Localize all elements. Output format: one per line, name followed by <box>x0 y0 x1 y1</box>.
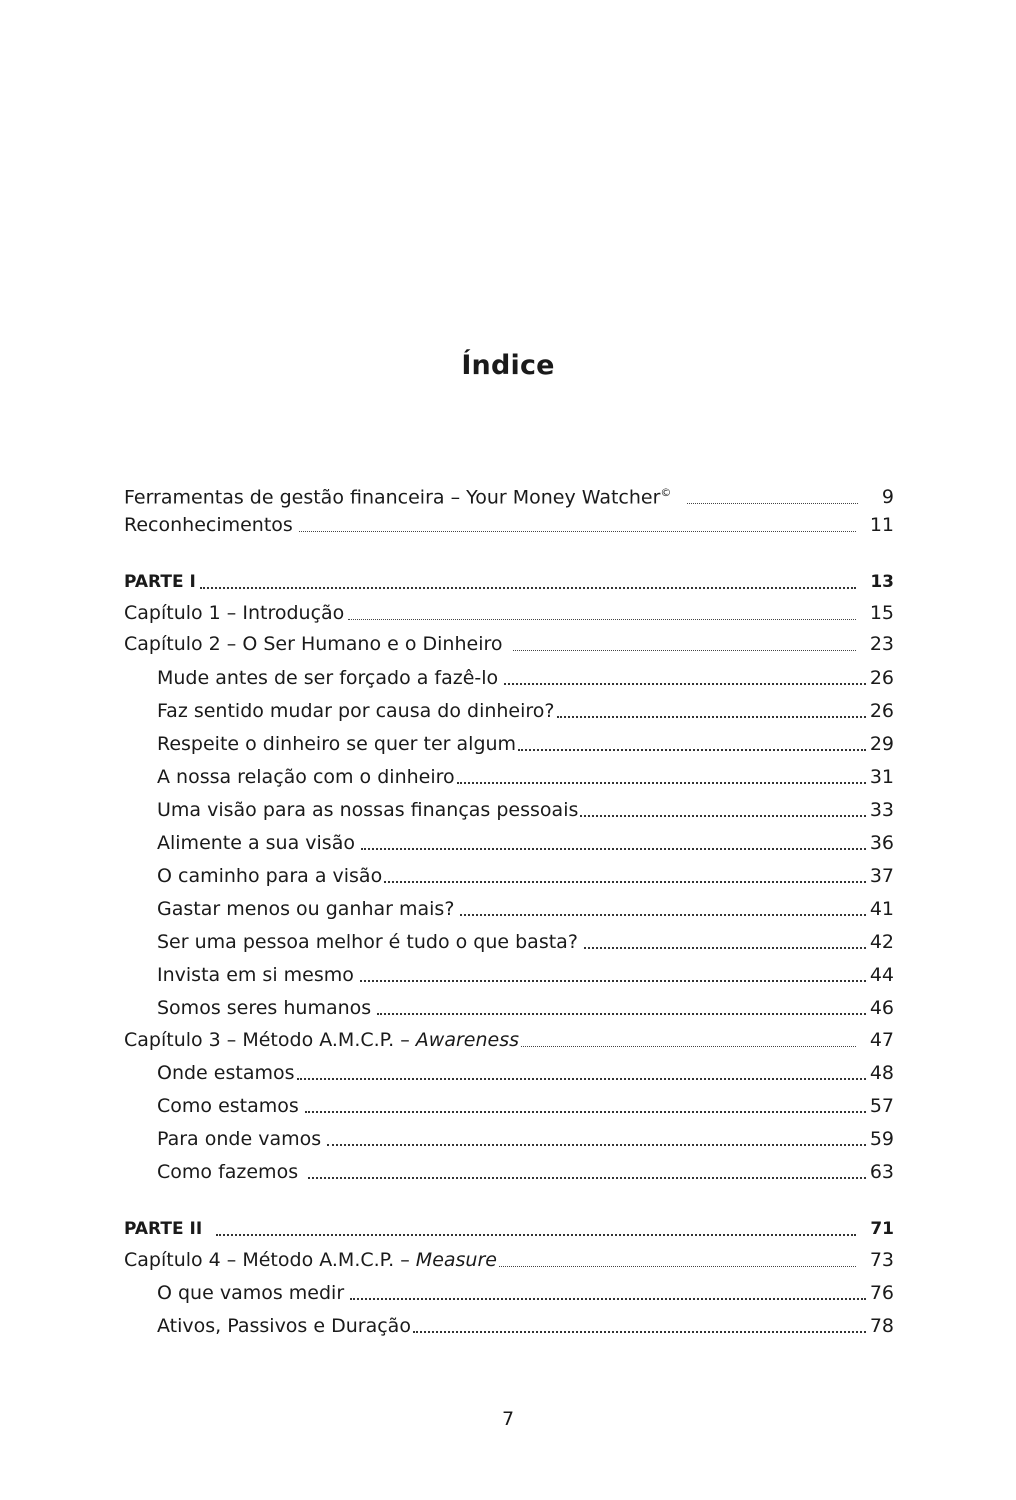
toc-entry-label: PARTE II <box>124 1219 203 1239</box>
toc-entry-page: 76 <box>869 1282 894 1304</box>
toc-part-heading <box>124 1217 894 1241</box>
dot-leader <box>687 502 858 504</box>
toc-entry-label: Respeite o dinheiro se quer ter algum <box>157 733 517 755</box>
dot-leader <box>308 1176 866 1179</box>
toc-entry-label: Capítulo 1 – Introdução <box>124 602 345 624</box>
toc-entry-label: O que vamos medir <box>157 1282 345 1304</box>
toc-entry-page: 26 <box>869 700 894 722</box>
toc-entry-label: O caminho para a visão <box>157 865 383 887</box>
toc-entry-label: Capítulo 3 – Método A.M.C.P. – Awareness <box>124 1029 520 1051</box>
dot-leader <box>580 814 865 817</box>
copyright-mark: © <box>660 486 672 499</box>
toc-section <box>157 831 894 855</box>
toc-entry-page: 48 <box>869 1062 894 1084</box>
toc-entry-page: 78 <box>869 1315 894 1337</box>
toc-section <box>157 1061 894 1085</box>
dot-leader <box>327 1143 866 1146</box>
toc-entry <box>124 513 894 537</box>
toc-entry-page: 11 <box>869 514 894 536</box>
dot-leader <box>457 781 866 784</box>
toc-entry-page: 71 <box>870 1219 894 1239</box>
toc-entry-page: 73 <box>869 1249 894 1271</box>
italic-term: Awareness <box>415 1029 520 1051</box>
italic-term: Measure <box>415 1249 497 1271</box>
toc-entry-page: 37 <box>869 865 894 887</box>
toc-section <box>157 1160 894 1184</box>
dot-leader <box>499 1265 856 1267</box>
toc-section <box>157 996 894 1020</box>
toc-section <box>157 897 894 921</box>
toc-entry-page: 44 <box>869 964 894 986</box>
toc-entry-label: Onde estamos <box>157 1062 295 1084</box>
dot-leader <box>413 1330 866 1333</box>
toc-entry-page: 42 <box>869 931 894 953</box>
dot-leader <box>360 979 866 982</box>
toc-section <box>157 765 894 789</box>
toc-entry-page: 9 <box>881 486 894 509</box>
toc-entry-page: 13 <box>870 572 894 592</box>
toc-entry-label: Ativos, Passivos e Duração <box>157 1315 411 1337</box>
toc-entry-page: 41 <box>869 898 894 920</box>
toc-entry-label: Invista em si mesmo <box>157 964 354 986</box>
toc-entry-label: Mude antes de ser forçado a fazê-lo <box>157 667 499 689</box>
toc-section <box>157 1127 894 1151</box>
toc-section <box>157 864 894 888</box>
toc-entry-page: 31 <box>869 766 894 788</box>
dot-leader <box>384 880 866 883</box>
toc-entry-page: 63 <box>869 1161 894 1183</box>
toc-entry <box>124 481 894 509</box>
toc-entry-page: 29 <box>869 733 894 755</box>
toc-section <box>157 666 894 690</box>
page-title: Índice <box>461 350 555 381</box>
toc-entry-label: Como estamos <box>157 1095 299 1117</box>
toc-entry-page: 33 <box>869 799 894 821</box>
dot-leader <box>216 1233 856 1236</box>
toc-entry-page: 59 <box>869 1128 894 1150</box>
dot-leader <box>584 946 866 949</box>
toc-entry-label: Como fazemos <box>157 1161 299 1183</box>
toc-entry-label: Capítulo 4 – Método A.M.C.P. – Measure <box>124 1249 497 1271</box>
toc-entry-label: A nossa relação com o dinheiro <box>157 766 455 788</box>
toc-entry-label: PARTE I <box>124 572 196 592</box>
toc-entry-page: 15 <box>869 602 894 624</box>
dot-leader <box>557 715 866 718</box>
toc-section <box>157 732 894 756</box>
toc-entry-label: Gastar menos ou ganhar mais? <box>157 898 455 920</box>
toc-section <box>157 1281 894 1305</box>
toc-entry-label: Ser uma pessoa melhor é tudo o que basta? <box>157 931 578 953</box>
toc-chapter <box>124 1028 894 1052</box>
toc-section <box>157 963 894 987</box>
toc-entry-page: 57 <box>869 1095 894 1117</box>
toc-entry-label: Uma visão para as nossas finanças pessoais <box>157 799 579 821</box>
toc-chapter <box>124 1248 894 1272</box>
toc-entry-label: Reconhecimentos <box>124 514 293 536</box>
toc-entry-page: 36 <box>869 832 894 854</box>
toc-section <box>157 930 894 954</box>
dot-leader <box>348 618 856 620</box>
dot-leader <box>521 1045 856 1047</box>
toc-section <box>157 699 894 723</box>
toc-entry-page: 47 <box>869 1029 894 1051</box>
page-number: 7 <box>501 1408 515 1430</box>
dot-leader <box>377 1012 866 1015</box>
dot-leader <box>299 530 856 532</box>
toc-section <box>157 1314 894 1338</box>
dot-leader <box>518 748 866 751</box>
toc-entry-page: 26 <box>869 667 894 689</box>
toc-entry-page: 23 <box>869 633 894 655</box>
toc-chapter <box>124 601 894 625</box>
dot-leader <box>350 1297 866 1300</box>
toc-entry-label: Ferramentas de gestão financeira – Your Money Watcher© <box>124 486 672 509</box>
toc-entry-label: Alimente a sua visão <box>157 832 355 854</box>
dot-leader <box>297 1077 866 1080</box>
dot-leader <box>305 1110 866 1113</box>
dot-leader <box>200 586 856 589</box>
toc-section <box>157 798 894 822</box>
toc-chapter <box>124 632 894 656</box>
dot-leader <box>504 682 866 685</box>
dot-leader <box>513 649 856 651</box>
toc-entry-label: Capítulo 2 – O Ser Humano e o Dinheiro <box>124 633 503 655</box>
toc-section <box>157 1094 894 1118</box>
dot-leader <box>460 913 865 916</box>
toc-entry-label: Para onde vamos <box>157 1128 322 1150</box>
toc-entry-label: Faz sentido mudar por causa do dinheiro? <box>157 700 555 722</box>
toc-entry-page: 46 <box>869 997 894 1019</box>
dot-leader <box>361 847 866 850</box>
toc-part-heading <box>124 570 894 594</box>
toc-entry-label: Somos seres humanos <box>157 997 372 1019</box>
